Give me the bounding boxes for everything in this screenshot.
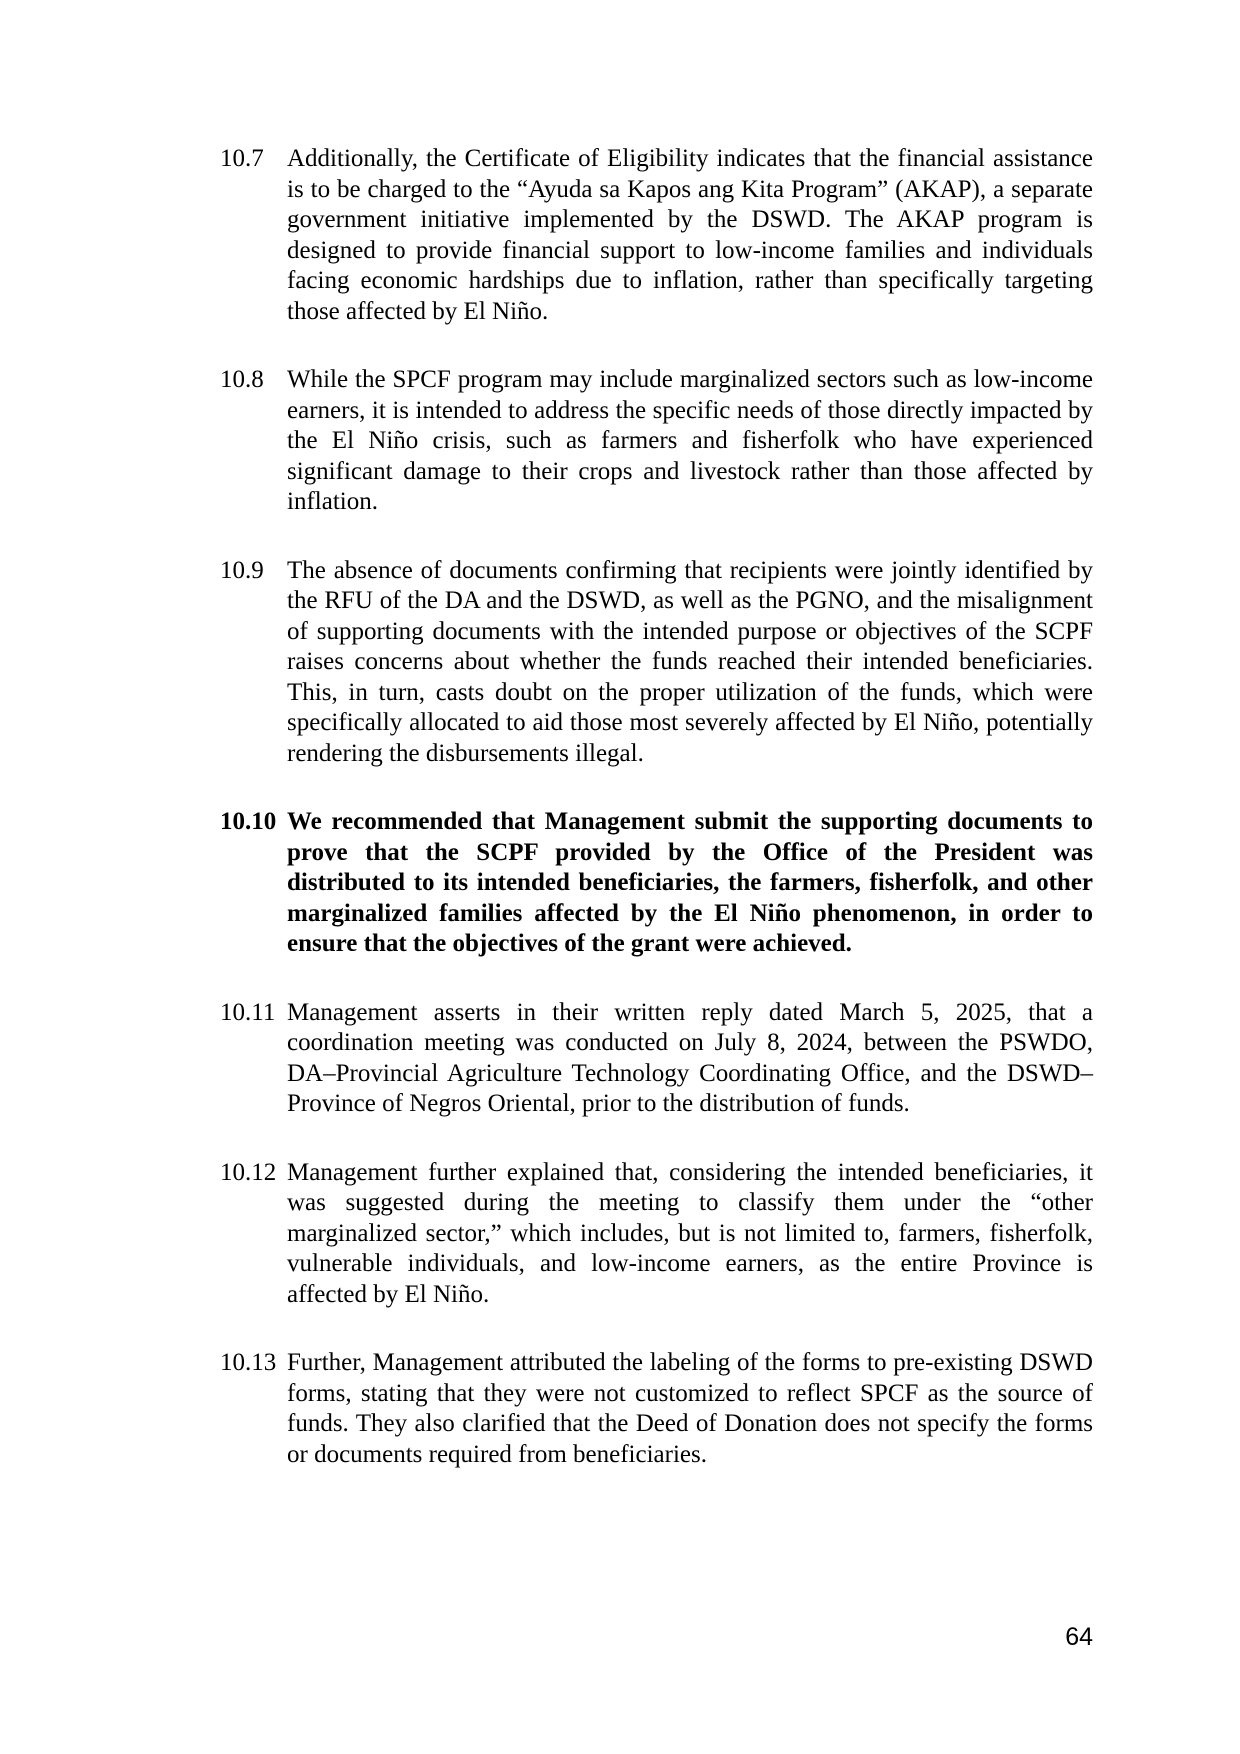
paragraph-number: 10.7 bbox=[220, 145, 264, 172]
paragraph-text: While the SPCF program may include marginalized sectors such as low-income earners, it is intended to address the specific needs of those directly impacted by the El Niño crisis, such as farmers and fisherfolk who have experienced significant damage to their crops and livestock rather than those affected by inflation. bbox=[287, 366, 1093, 515]
paragraph-number: 10.13 bbox=[220, 1349, 277, 1376]
paragraph-text: The absence of documents confirming that recipients were jointly identified by the RFU of the DA and the DSWD, as well as the PGNO, and the misalignment of supporting documents with the intended purpose or objectives of the SCPF raises concerns about whether the funds reached their intended beneficiaries. This, in turn, casts doubt on the proper utilization of the funds, which were specifically allocated to aid those most severely affected by El Niño, potentially rendering the disbursements illegal. bbox=[287, 556, 1093, 767]
paragraph-10-8 bbox=[220, 365, 1093, 518]
paragraph-10-13 bbox=[220, 1348, 1093, 1470]
paragraph-text: Management asserts in their written reply dated March 5, 2025, that a coordination meeting was conducted on July 8, 2024, between the PSWDO, DA–Provincial Agriculture Technology Coordinating Office, and the DSWD–Province of Negros Oriental, prior to the distribution of funds. bbox=[287, 998, 1093, 1117]
report-body bbox=[220, 144, 1093, 1470]
paragraph-number: 10.12 bbox=[220, 1158, 277, 1186]
paragraph-10-12 bbox=[220, 1158, 1093, 1311]
paragraph-number: 10.10 bbox=[220, 808, 277, 835]
paragraph-10-11 bbox=[220, 998, 1093, 1120]
paragraph-10-7 bbox=[220, 144, 1093, 327]
paragraph-text: Management further explained that, considering the intended beneficiaries, it was suggested during the meeting to classify them under the “other marginalized sector,” which includes, but is not limited to, farmers, fisherfolk, vulnerable individuals, and low-income earners, as the entire Province is affected by El Niño. bbox=[287, 1158, 1093, 1308]
paragraph-text: We recommended that Management submit the supporting documents to prove that the SCPF provided by the Office of the President was distributed to its intended beneficiaries, the farmers, fisherfolk, and other marginalized families affected by the El Niño phenomenon, in order to ensure that the objectives of the grant were achieved. bbox=[287, 808, 1093, 957]
paragraph-text: Additionally, the Certificate of Eligibility indicates that the financial assistance is to be charged to the “Ayuda sa Kapos ang Kita Program” (AKAP), a separate government initiative implemented by the DSWD. The AKAP program is designed to provide financial support to low-income families and individuals facing economic hardships due to inflation, rather than specifically targeting those affected by El Niño. bbox=[287, 145, 1093, 325]
paragraph-number: 10.8 bbox=[220, 366, 264, 393]
paragraph-number: 10.11 bbox=[220, 998, 276, 1026]
paragraph-number: 10.9 bbox=[220, 556, 264, 584]
paragraph-text: Further, Management attributed the labeling of the forms to pre-existing DSWD forms, stating that they were not customized to reflect SPCF as the source of funds. They also clarified that the Deed of Donation does not specify the forms or documents required from beneficiaries. bbox=[287, 1349, 1093, 1468]
paragraph-10-10-recommendation bbox=[220, 807, 1093, 960]
page-number: 64 bbox=[1065, 1623, 1093, 1651]
paragraph-10-9 bbox=[220, 556, 1093, 770]
